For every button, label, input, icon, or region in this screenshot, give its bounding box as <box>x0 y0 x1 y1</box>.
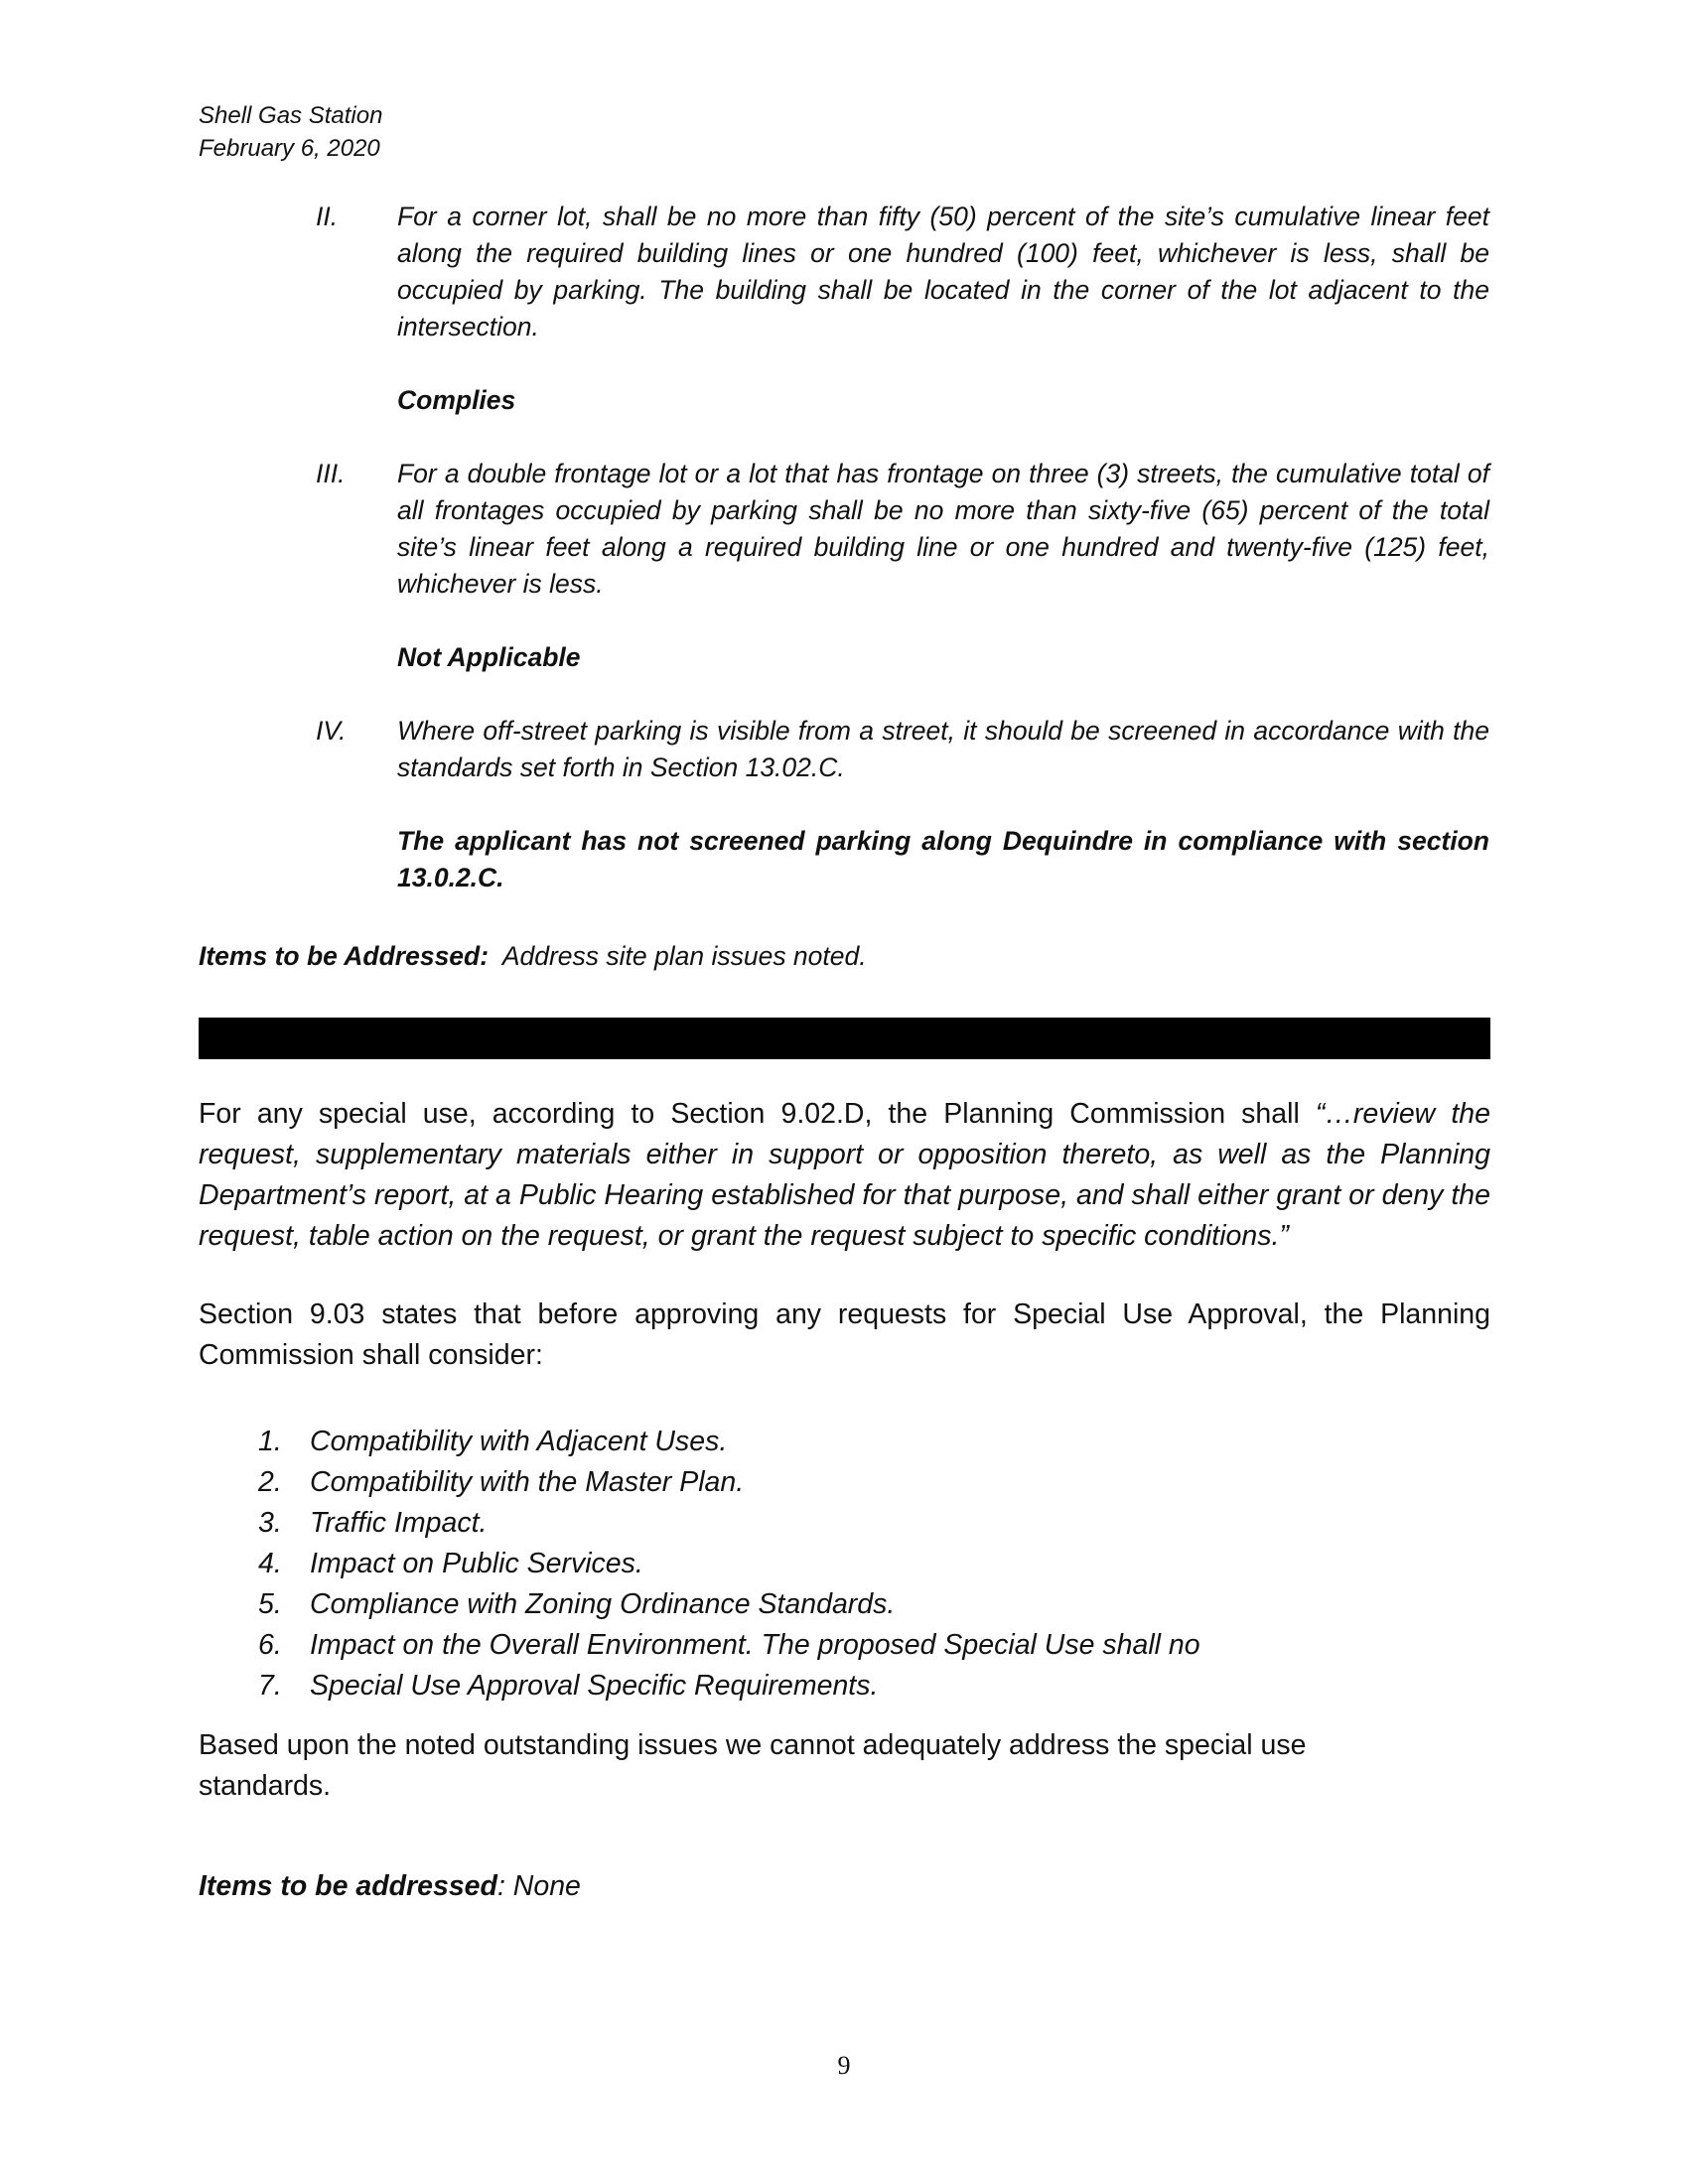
list-text: Impact on the Overall Environment. The proposed Special Use shall no <box>310 1629 1200 1661</box>
item-numeral: IV. <box>316 716 347 746</box>
list-number: 3. <box>258 1507 282 1539</box>
list-item <box>258 1625 1200 1666</box>
special-use-paragraph <box>199 1094 1490 1257</box>
list-item <box>258 1462 1200 1503</box>
list-text: Compatibility with the Master Plan. <box>310 1466 745 1498</box>
list-text: Compliance with Zoning Ordinance Standards. <box>310 1588 896 1620</box>
list-item <box>258 1503 1200 1544</box>
items-addressed-text: Address site plan issues noted. <box>501 941 867 971</box>
conclusion-paragraph: Based upon the noted outstanding issues we cannot adequately address the special use standards. <box>199 1729 1307 1802</box>
page-number: 9 <box>837 2051 851 2080</box>
item-finding: Complies <box>397 385 516 415</box>
item-finding: The applicant has not screened parking along Dequindre in compliance with section 13.0.2.C. <box>397 826 1489 892</box>
item-text: Where off-street parking is visible from a street, it should be screened in accordance with the standards set forth in Section 13.02.C. <box>397 716 1489 782</box>
list-text: Traffic Impact. <box>310 1507 488 1539</box>
list-number: 7. <box>258 1670 282 1702</box>
header-title: Shell Gas Station <box>199 102 383 129</box>
considerations-list <box>258 1422 1200 1706</box>
header-date: February 6, 2020 <box>199 135 380 162</box>
list-number: 5. <box>258 1588 282 1620</box>
list-item <box>258 1584 1200 1625</box>
item-numeral: III. <box>316 459 346 488</box>
section-heading-bar <box>199 1018 1490 1059</box>
item-finding: Not Applicable <box>397 642 581 672</box>
items-addressed-final <box>199 1866 581 1907</box>
list-number: 6. <box>258 1629 282 1661</box>
list-item <box>258 1666 1200 1706</box>
list-item <box>258 1422 1200 1462</box>
list-text: Compatibility with Adjacent Uses. <box>310 1426 728 1457</box>
items-addressed-final-label: Items to be addressed <box>199 1870 497 1902</box>
considerations-intro: Section 9.03 states that before approving any requests for Special Use Approval, the Planning Commission shall consider: <box>199 1298 1490 1371</box>
items-addressed-label: Items to be Addressed: <box>199 941 490 971</box>
item-numeral: II. <box>316 202 339 231</box>
items-addressed-final-text: : None <box>496 1870 581 1902</box>
list-item <box>258 1544 1200 1584</box>
list-text: Impact on Public Services. <box>310 1548 643 1579</box>
special-use-lead: For any special use, according to Section 9.02.D, the Planning Commission shall <box>199 1098 1316 1130</box>
item-text: For a double frontage lot or a lot that has frontage on three (3) streets, the cumulative total of all frontages occupied by parking shall be no more than sixty-five (65) percent of the total site’s linear feet along a required building line or one hundred and twenty-five (125) feet, whichever is less. <box>397 459 1489 599</box>
list-number: 2. <box>258 1466 282 1498</box>
list-number: 4. <box>258 1548 282 1579</box>
special-use-quote: “…review the request, supplementary materials either in support or opposition thereto, as well as the Planning Department’s report, at a Public Hearing established for that purpose, and shall either grant or deny the request, table action on the request, or grant the request subject to specific conditions.” <box>199 1098 1491 1252</box>
list-number: 1. <box>258 1426 282 1457</box>
item-text: For a corner lot, shall be no more than fifty (50) percent of the site’s cumulative linear feet along the required building lines or one hundred (100) feet, whichever is less, shall be occupied by parking. The building shall be located in the corner of the lot adjacent to the intersection. <box>397 202 1489 341</box>
items-addressed <box>199 938 867 975</box>
list-text: Special Use Approval Specific Requirements. <box>310 1670 879 1702</box>
